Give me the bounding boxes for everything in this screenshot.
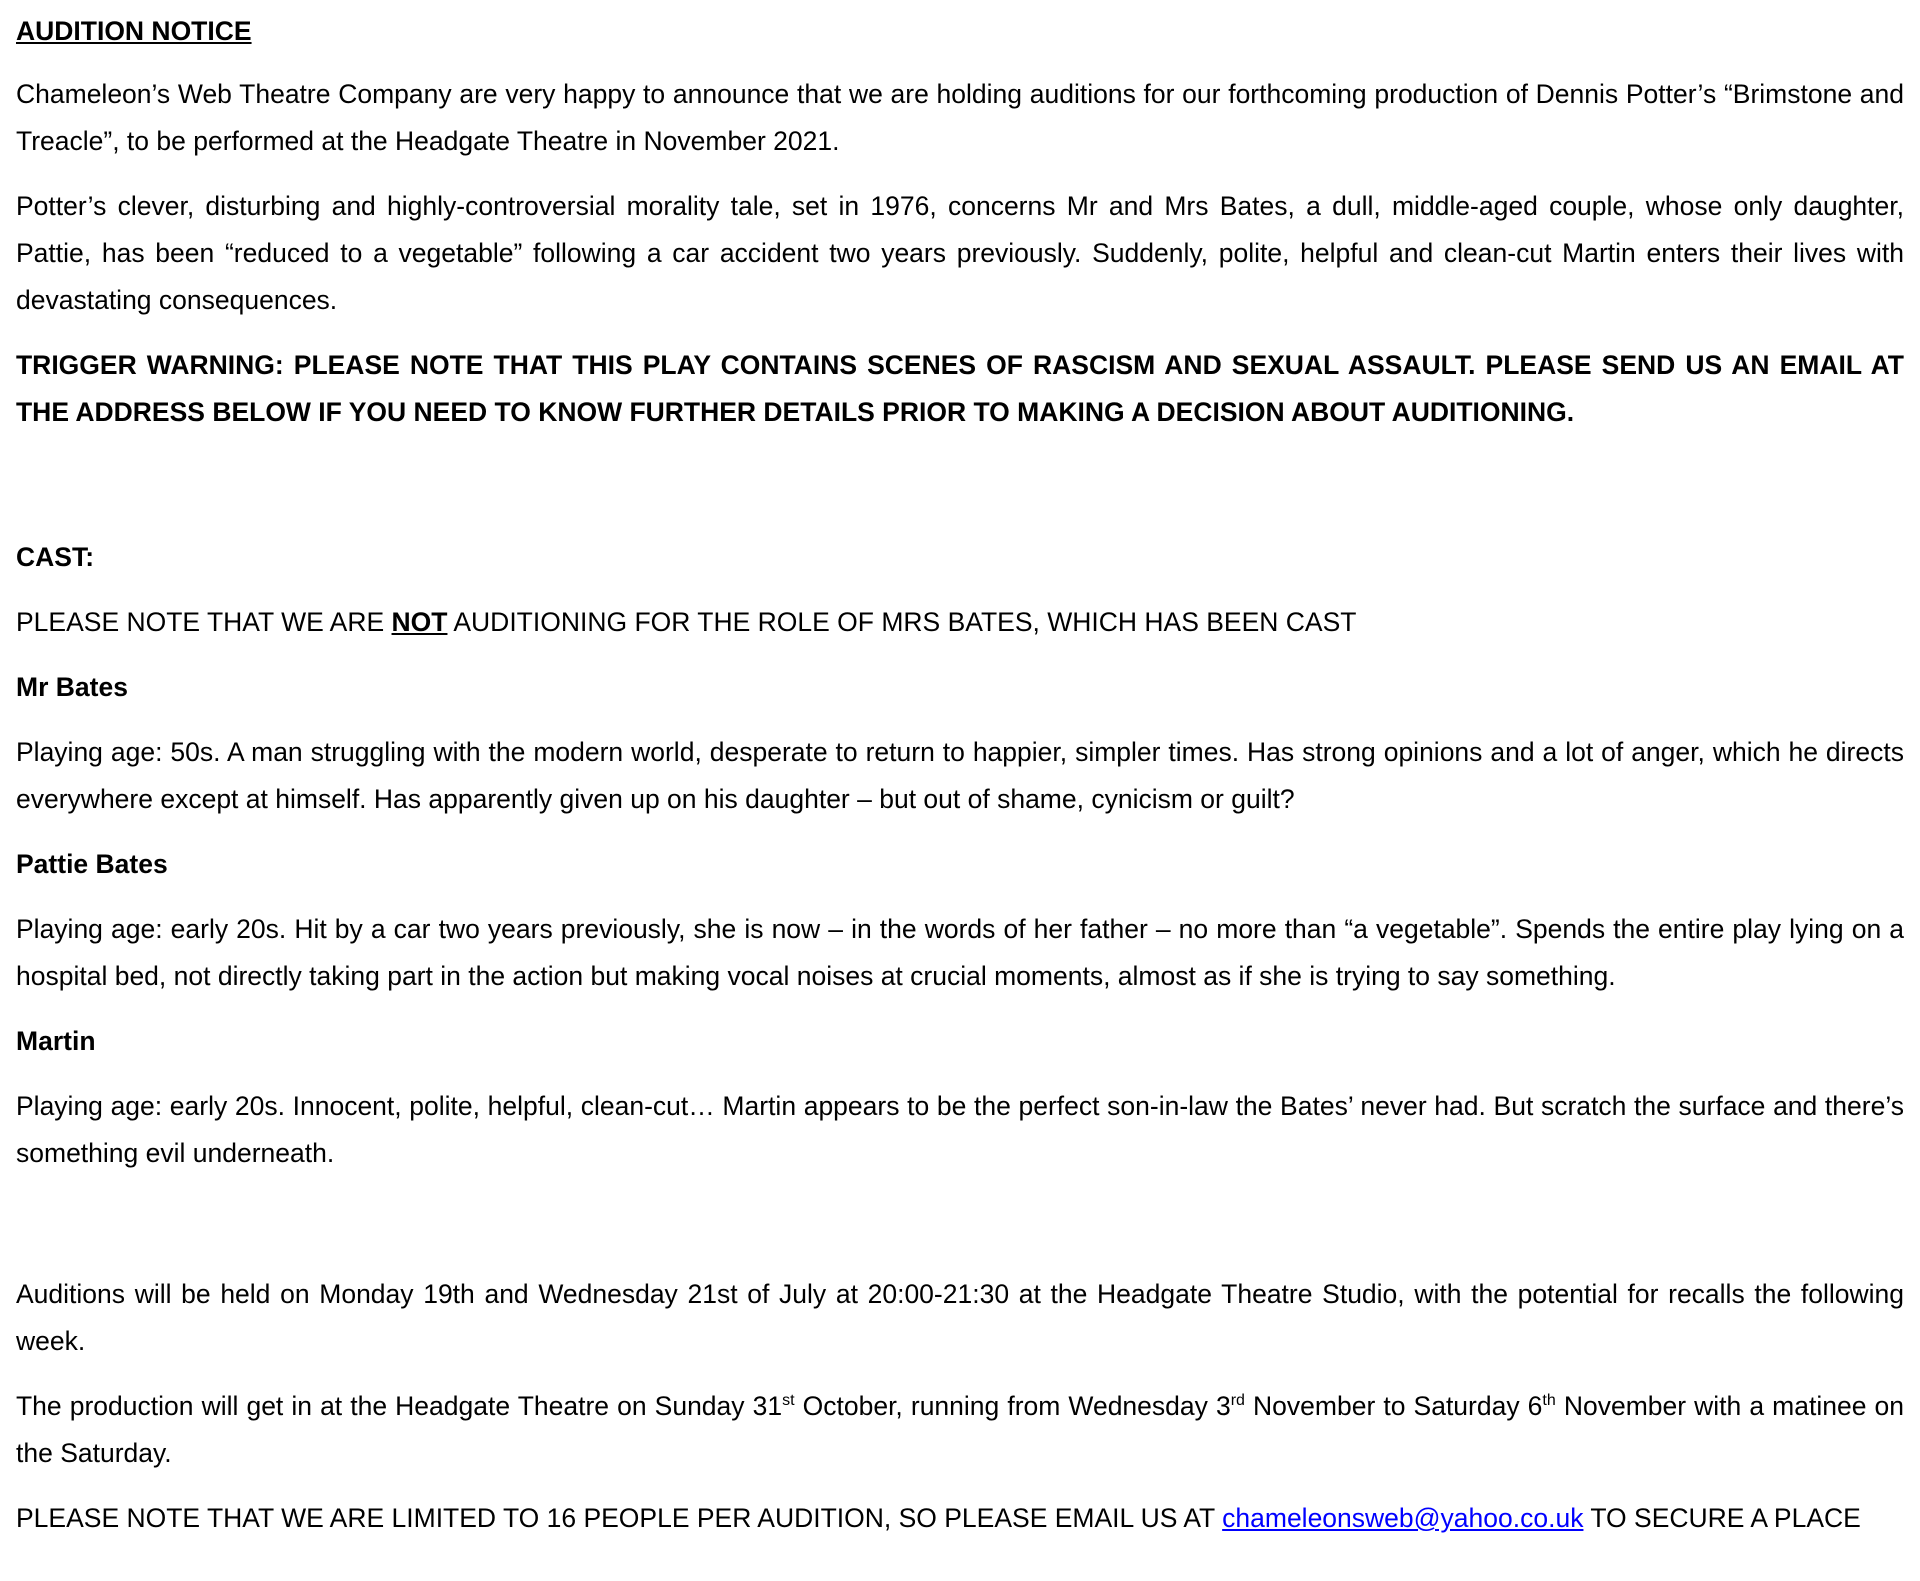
production-text: November with a matinee on the Saturday. — [16, 1391, 1905, 1468]
production-text: October, running from Wednesday 3 — [794, 1391, 1231, 1421]
production-text: November to Saturday 6 — [1244, 1391, 1543, 1421]
intro-paragraph: Chameleon’s Web Theatre Company are very happy to announce that we are holding auditions for our forthcoming production of Dennis Potter’s “Brimstone and Treacle”, to be performed at the Headgate Theatre in November 2021. — [16, 79, 1904, 156]
cast-note-emphasis: NOT — [391, 607, 448, 637]
limit-paragraph — [16, 1495, 1904, 1542]
notice-title: AUDITION NOTICE — [16, 16, 252, 46]
trigger-warning: TRIGGER WARNING: PLEASE NOTE THAT THIS PLAY CONTAINS SCENES OF RASCISM AND SEXUAL ASSAULT. PLEASE SEND US AN EMAIL AT THE ADDRESS BELOW IF YOU NEED TO KNOW FURTHER DETAILS PRIOR TO MAKING A DECISION ABOUT AUDITIONING. — [16, 350, 1904, 427]
cast-note — [16, 599, 1904, 646]
limit-text: PLEASE NOTE THAT WE ARE LIMITED TO 16 PEOPLE PER AUDITION, SO PLEASE EMAIL US AT — [16, 1503, 1223, 1533]
role-name-martin: Martin — [16, 1026, 96, 1056]
role-name-pattie-bates: Pattie Bates — [16, 849, 168, 879]
auditions-paragraph: Auditions will be held on Monday 19th and Wednesday 21st of July at 20:00-21:30 at the Headgate Theatre Studio, with the potential for recalls the following week. — [16, 1279, 1904, 1356]
cast-heading: CAST: — [16, 542, 95, 572]
ordinal-suffix: rd — [1230, 1392, 1245, 1409]
cast-note-text-end: AUDITIONING FOR THE ROLE OF MRS BATES, WHICH HAS BEEN CAST — [447, 607, 1357, 637]
role-name-mr-bates: Mr Bates — [16, 672, 128, 702]
role-description-martin: Playing age: early 20s. Innocent, polite, helpful, clean-cut… Martin appears to be the perfect son-in-law the Bates’ never had. But scratch the surface and there’s something evil underneath. — [16, 1091, 1904, 1168]
production-paragraph — [16, 1383, 1904, 1477]
spacer — [16, 454, 1904, 534]
spacer — [16, 1195, 1904, 1271]
role-description-mr-bates: Playing age: 50s. A man struggling with the modern world, desperate to return to happier, simpler times. Has strong opinions and a lot of anger, which he directs everywhere except at himself. Has apparently given up on his daughter – but out of shame, cynicism or guilt? — [16, 737, 1904, 814]
synopsis-paragraph: Potter’s clever, disturbing and highly-controversial morality tale, set in 1976, concerns Mr and Mrs Bates, a dull, middle-aged couple, whose only daughter, Pattie, has been “reduced to a vegetable” following a car accident two years previously. Suddenly, polite, helpful and clean-cut Martin enters their lives with devastating consequences. — [16, 191, 1904, 315]
limit-text-end: TO SECURE A PLACE — [1583, 1503, 1861, 1533]
ordinal-suffix: th — [1542, 1392, 1556, 1409]
production-text: The production will get in at the Headgate Theatre on Sunday 31 — [16, 1391, 783, 1421]
email-link[interactable]: chameleonsweb@yahoo.co.uk — [1222, 1503, 1584, 1533]
cast-note-text: PLEASE NOTE THAT WE ARE — [16, 607, 392, 637]
role-description-pattie-bates: Playing age: early 20s. Hit by a car two years previously, she is now – in the words of her father – no more than “a vegetable”. Spends the entire play lying on a hospital bed, not directly taking part in the action but making vocal noises at crucial moments, almost as if she is trying to say something. — [16, 914, 1904, 991]
ordinal-suffix: st — [782, 1392, 795, 1409]
